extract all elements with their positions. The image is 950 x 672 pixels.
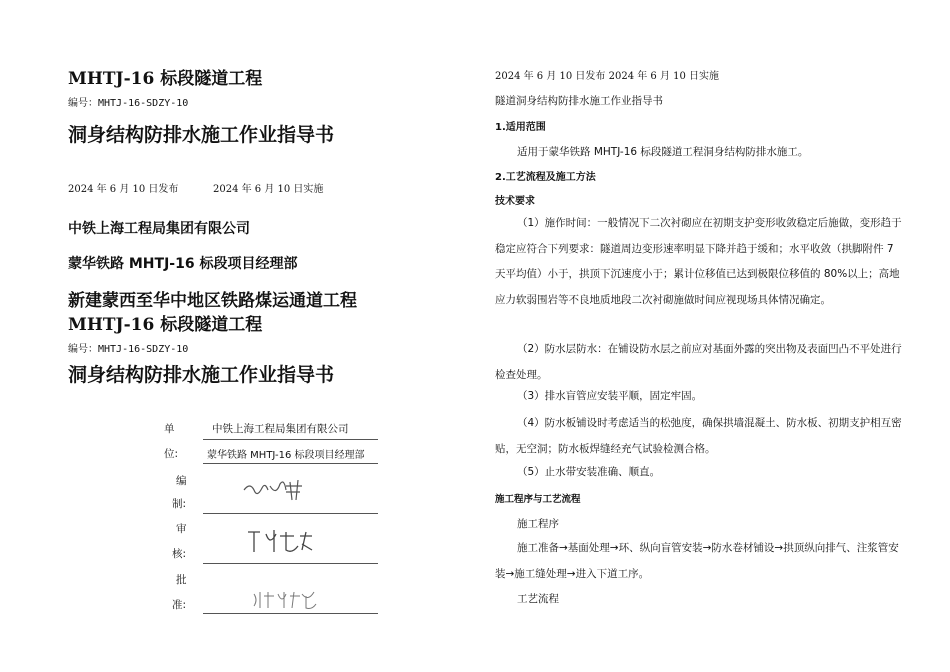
right-dates: 2024 年 6 月 10 日发布 2024 年 6 月 10 日实施 (495, 71, 720, 82)
review-label-2: 核: (172, 548, 187, 560)
process-subtitle: 工艺流程 (517, 593, 559, 605)
document-number-2: 编号：MHTJ-16-SDZY-10 (68, 344, 189, 355)
requirement-item-1: （1）施作时间：一般情况下二次衬砌应在初期支护变形收敛稳定后施做，变形趋于稳定应符合下列要求：隧道周边变形速率明显下降并趋于缓和；水平收敛（拱脚附件 7 天平均值）小于，拱顶下沉速度小于；累计位移值已达到极限位移值的 80%以上；高地应力软弱围岩等不良地质地段二次衬砌施做时间应视现场具体情况确定。 (495, 217, 902, 306)
department-name: 蒙华铁路 MHTJ-16 标段项目经理部 (68, 256, 298, 272)
right-title: 隧道洞身结构防排水施工作业指导书 (495, 95, 663, 107)
implement-date: 2024 年 6 月 10 日实施 (213, 184, 324, 195)
unit-value-2: 蒙华铁路 MHTJ-16 标段项目经理部 (207, 450, 365, 461)
procedure-subtitle: 施工程序 (517, 518, 559, 530)
procedure-title: 施工程序与工艺流程 (495, 494, 581, 505)
section-2-title: 2.工艺流程及施工方法 (495, 172, 596, 183)
procedure-text: 施工准备→基面处理→环、纵向盲管安装→防水卷材铺设→拱顶纵向排气、注浆管安装→施工缝处理→进入下道工序。 (495, 542, 899, 580)
divider (203, 439, 378, 440)
requirement-item-2: （2）防水层防水：在铺设防水层之前应对基面外露的突出物及表面凹凸不平处进行检查处理。 (495, 343, 902, 381)
compile-label-2: 制: (172, 498, 187, 510)
compile-label-1: 编 (176, 475, 187, 487)
unit-label-1: 单 (164, 423, 175, 435)
approver-signature (250, 588, 330, 612)
unit-value-1: 中铁上海工程局集团有限公司 (212, 423, 349, 435)
tech-requirements-title: 技术要求 (495, 196, 535, 207)
section-1-text: 适用于蒙华铁路 MHTJ-16 标段隧道工程洞身结构防排水施工。 (517, 146, 809, 158)
divider (203, 613, 378, 614)
document-title: 洞身结构防排水施工作业指导书 (68, 124, 335, 146)
divider (203, 463, 378, 464)
unit-label-2: 位: (164, 448, 179, 460)
publish-date: 2024 年 6 月 10 日发布 (68, 184, 179, 195)
company-name: 中铁上海工程局集团有限公司 (68, 221, 250, 237)
requirement-item-3: （3）排水盲管应安装平顺，固定牢固。 (517, 390, 703, 402)
document-number: 编号：MHTJ-16-SDZY-10 (68, 98, 189, 109)
project-title: MHTJ-16 标段隧道工程 (68, 69, 263, 89)
compiler-signature (240, 476, 320, 506)
requirement-item-4: （4）防水板铺设时考虑适当的松弛度，确保拱墙混凝土、防水板、初期支护相互密贴，无空洞；防水板焊缝经充气试验检测合格。 (495, 417, 902, 455)
document-title-2: 洞身结构防排水施工作业指导书 (68, 364, 335, 386)
project-title-line1: 新建蒙西至华中地区铁路煤运通道工程 (68, 291, 357, 311)
project-title-line2: MHTJ-16 标段隧道工程 (68, 315, 263, 335)
reviewer-signature (244, 526, 324, 558)
requirement-item-5: （5）止水带安装准确、顺直。 (517, 466, 661, 478)
review-label-1: 审 (176, 523, 187, 535)
section-1-title: 1.适用范围 (495, 122, 546, 133)
approve-label-1: 批 (176, 574, 187, 586)
approve-label-2: 准: (172, 599, 187, 611)
divider (203, 513, 378, 514)
divider (203, 563, 378, 564)
